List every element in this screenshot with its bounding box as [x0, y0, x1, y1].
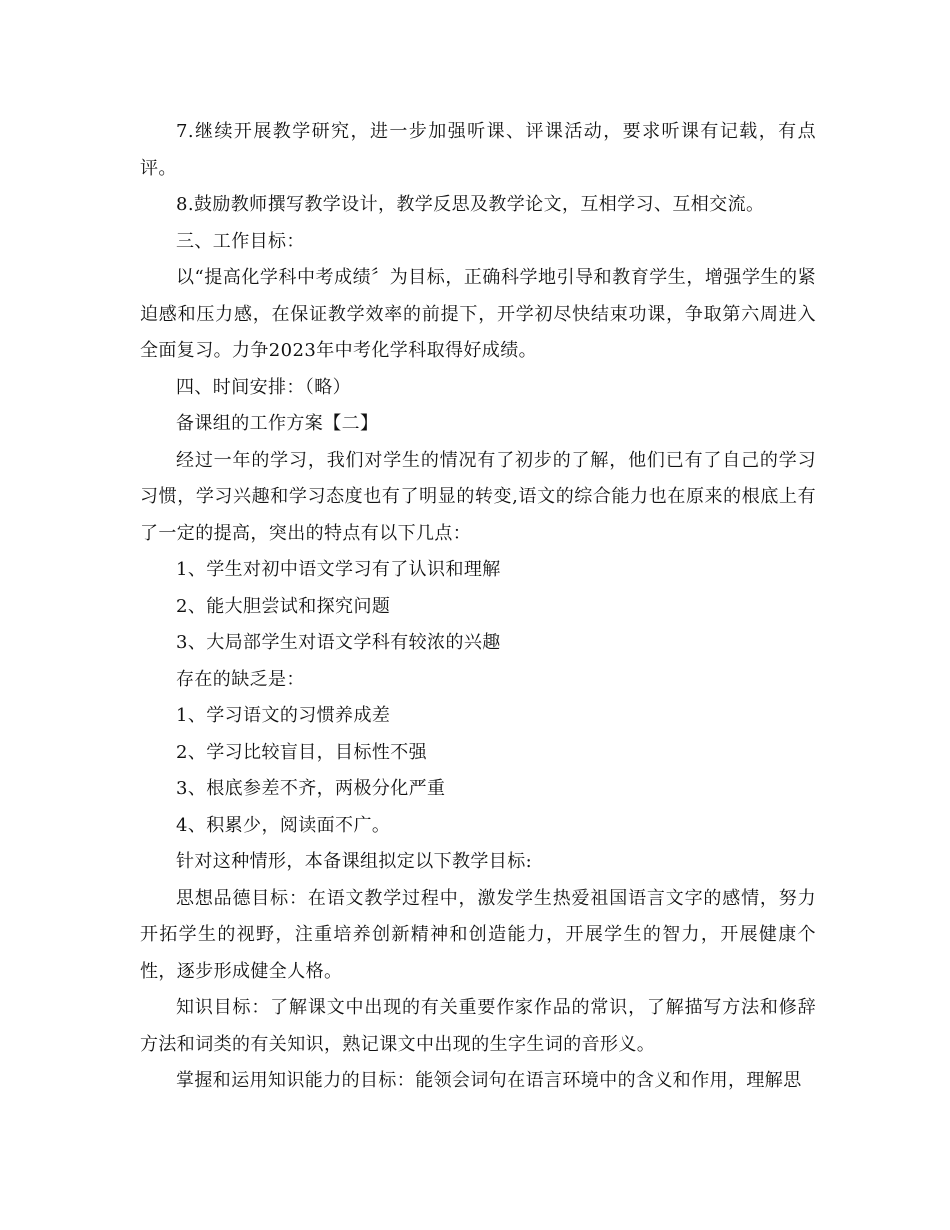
paragraph-goals-intro: 针对这种情形，本备课组拟定以下教学目标:: [176, 851, 533, 872]
list-item-strength-3: 3、大局部学生对语文学科有较浓的兴趣: [176, 632, 501, 653]
paragraph-moral-goal: 思想品德目标：在语文教学过程中，激发学生热爱祖国语言文字的感情，努力开拓学生的视野，注重培养创新精神和创造能力，开展学生的智力，开展健康个性，逐步形成健全人格。: [140, 887, 816, 982]
list-item-strength-2: 2、能大胆尝试和探究问题: [176, 595, 391, 617]
paragraph-8-encourage: 8.鼓励教师撰写教学设计，教学反思及教学论文，互相学习、互相交流。: [176, 194, 765, 215]
list-item-weakness-1: 1、学习语文的习惯养成差: [176, 705, 391, 726]
list-item-weakness-2: 2、学习比较盲目，目标性不强: [176, 741, 428, 763]
list-item-weakness-3: 3、根底参差不齐，两极分化严重: [176, 778, 446, 799]
paragraph-7-research: 7.继续开展教学研究，进一步加强听课、评课活动，要求听课有记载，有点评。: [140, 121, 816, 179]
heading-work-goals: 三、工作目标：: [176, 230, 305, 252]
list-item-strength-1: 1、学生对初中语文学习有了认识和理解: [176, 559, 501, 580]
list-item-weakness-4: 4、积累少，阅读面不广。: [176, 814, 391, 836]
heading-schedule: 四、时间安排：（略）: [176, 376, 351, 398]
paragraph-ability-goal: 掌握和运用知识能力的目标：能领会词句在语言环境中的含义和作用，理解思: [176, 1070, 802, 1091]
paragraph-knowledge-goal: 知识目标：了解课文中出现的有关重要作家作品的常识，了解描写方法和修辞方法和词类的有关知识，熟记课文中出现的生字生词的音形义。: [140, 997, 816, 1055]
section-title-plan-two: 备课组的工作方案【二】: [176, 413, 379, 434]
heading-shortcomings: 存在的缺乏是：: [176, 668, 305, 690]
document-body: [140, 114, 816, 1100]
paragraph-work-goals: 以“提高化学科中考成绩〞为目标，正确科学地引导和教育学生，增强学生的紧迫感和压力感，在保证教学效率的前提下，开学初尽快结束功课，争取第六周进入全面复习。力争2023年中考化学科取得好成绩。: [140, 267, 816, 361]
paragraph-intro: 经过一年的学习，我们对学生的情况有了初步的了解，他们已有了自己的学习习惯，学习兴趣和学习态度也有了明显的转变,语文的综合能力也在原来的根底上有了一定的提高，突出的特点有以下几点：: [140, 449, 816, 544]
